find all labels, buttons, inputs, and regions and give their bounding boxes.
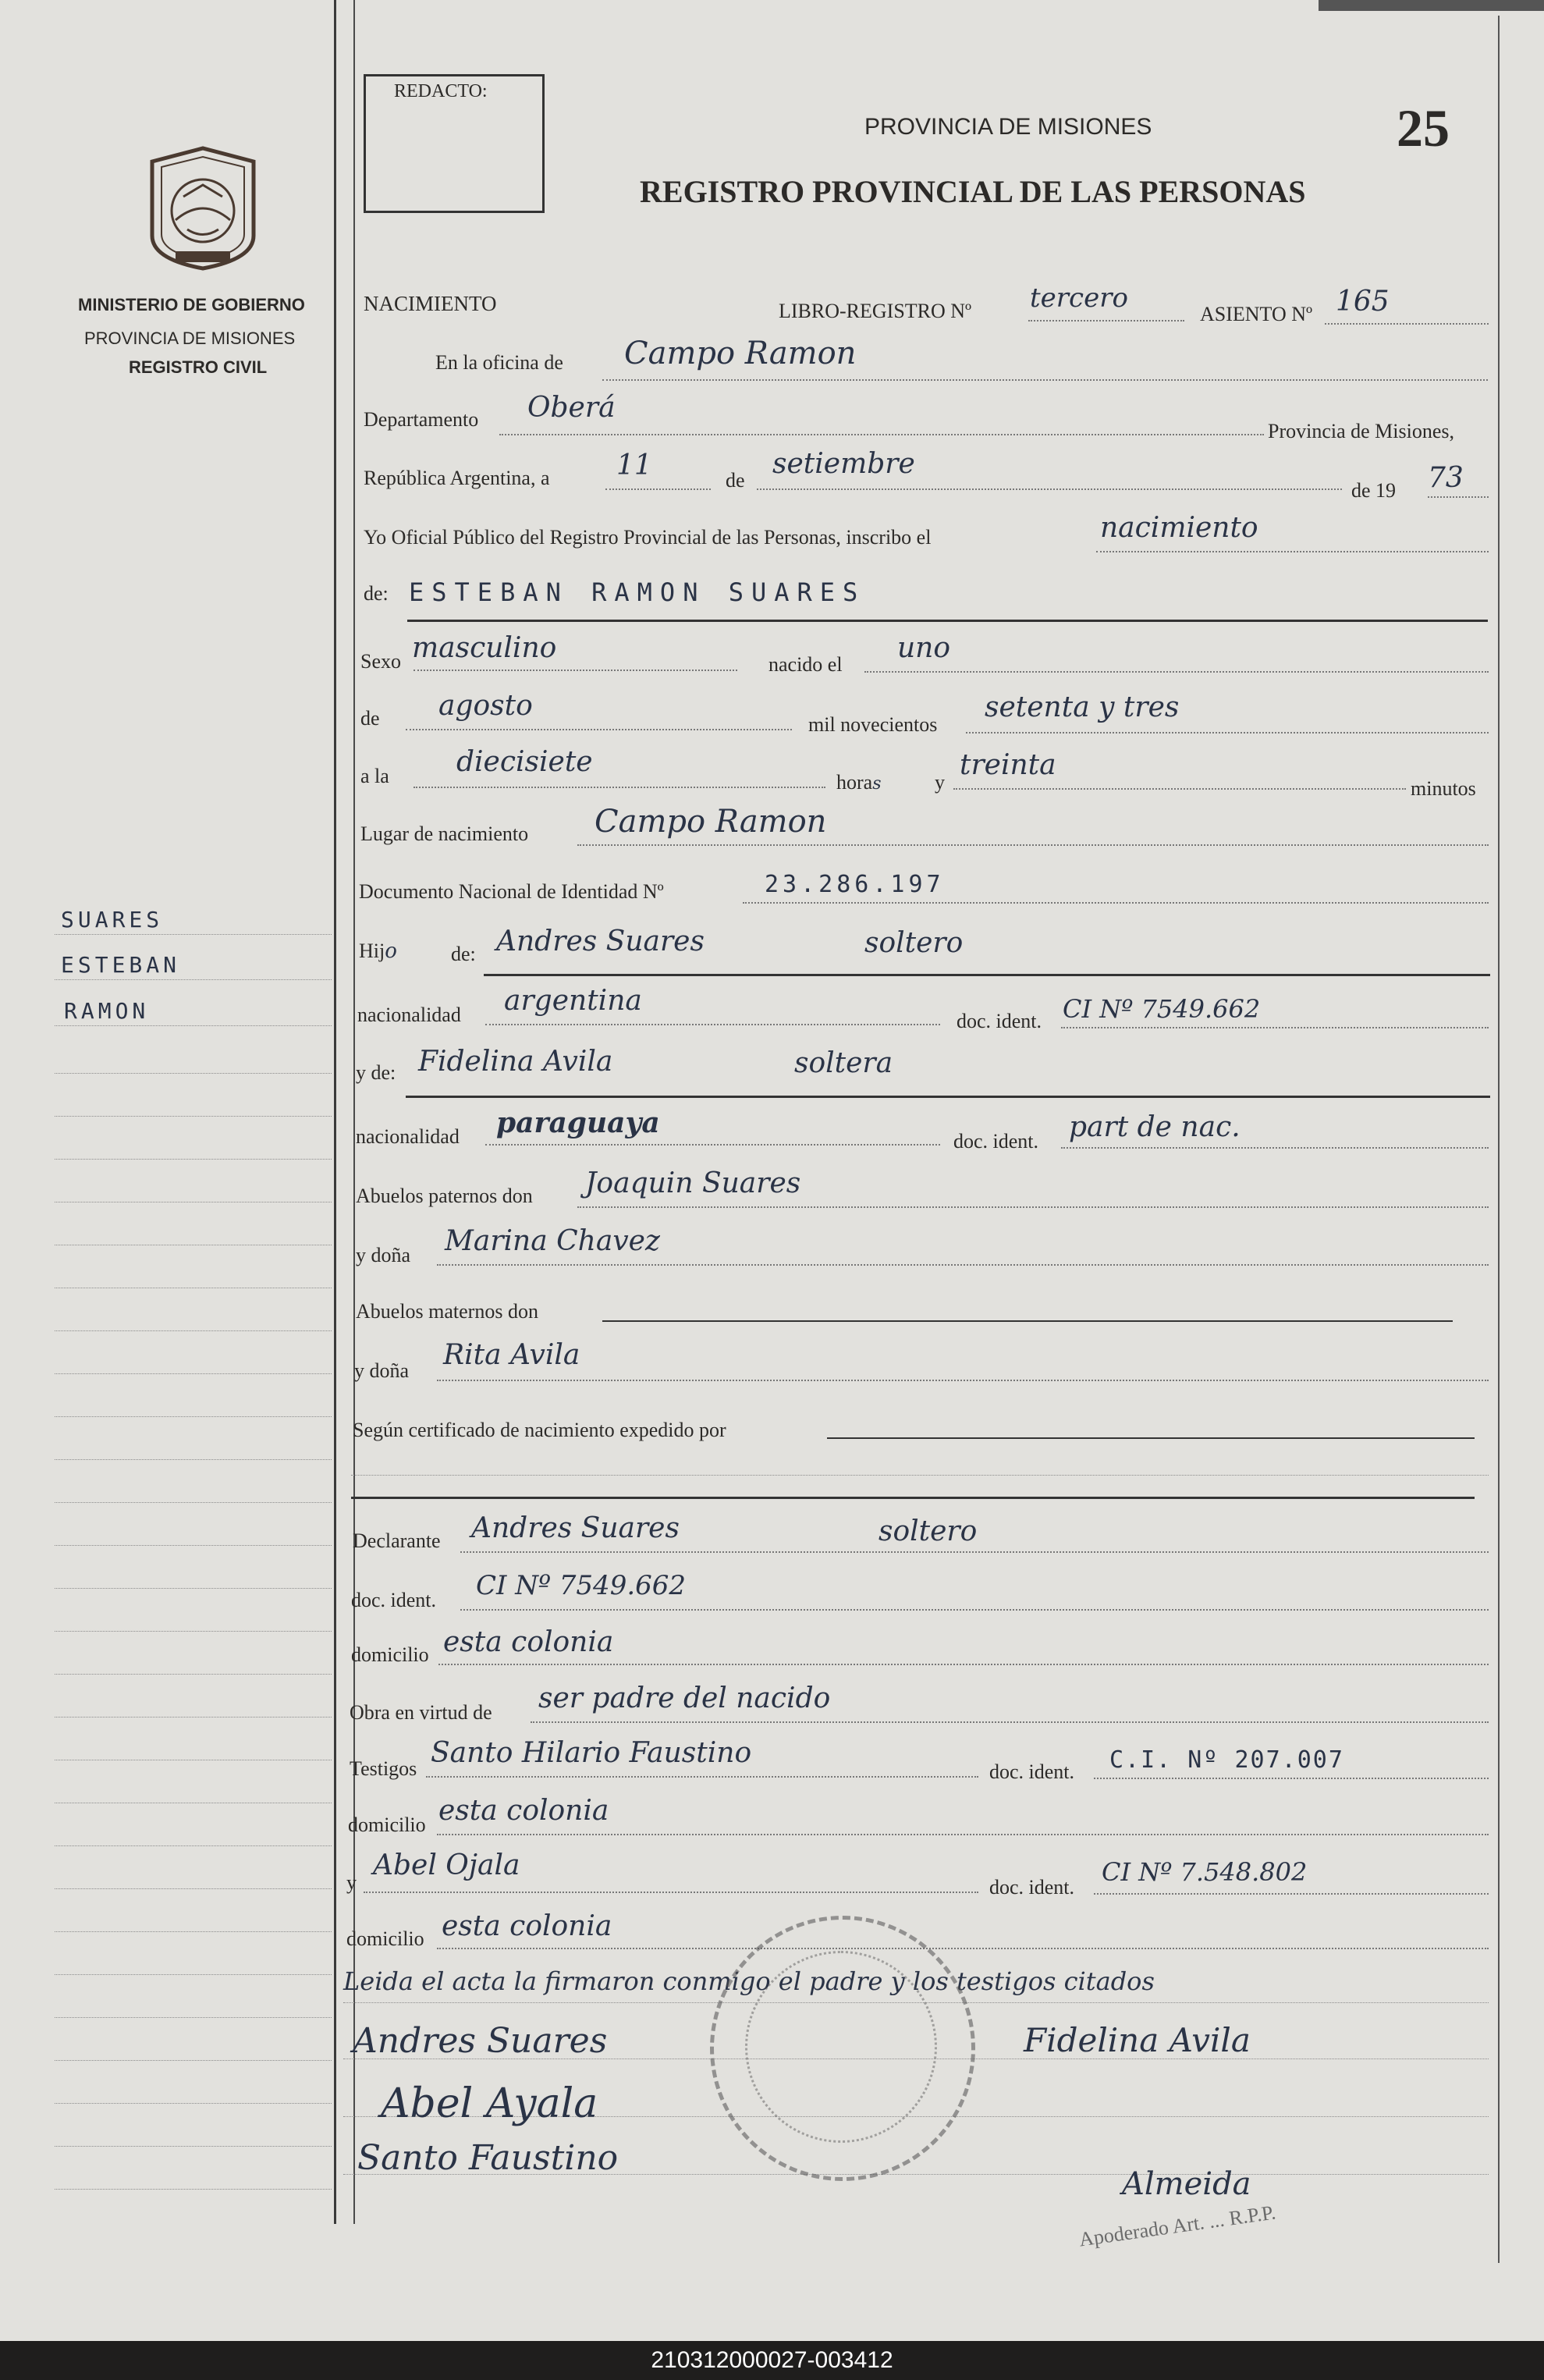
declarante-label: Declarante (353, 1529, 441, 1552)
margin-line (55, 2189, 332, 2190)
doc-testigo2-line (1094, 1893, 1489, 1895)
madre-line (406, 1096, 1490, 1098)
footer-id: 210312000027-003412 (651, 2347, 893, 2373)
doc-testigo1-line (1094, 1778, 1489, 1779)
margin-line (55, 1588, 332, 1589)
margin-line (55, 1502, 332, 1503)
domicilio-declarante-label: domicilio (351, 1643, 429, 1666)
padre-line (484, 974, 1490, 976)
doc-testigo1-value: C.I. Nº 207.007 (1109, 1746, 1344, 1774)
de-label: de (726, 469, 745, 492)
declarante-estado-value: soltero (878, 1515, 978, 1547)
obra-line (531, 1721, 1489, 1723)
province-heading: PROVINCIA DE MISIONES (864, 114, 1152, 140)
margin-line (55, 1025, 332, 1026)
margin-line (55, 1459, 332, 1460)
hora-suffix: s (872, 774, 882, 794)
dom-declarante-line (438, 1664, 1489, 1665)
nac-padre-value: argentina (504, 985, 642, 1017)
dom-testigo1-value: esta colonia (438, 1795, 609, 1827)
margin-surname: SUARES (61, 907, 164, 932)
nac-padre-line (485, 1024, 940, 1025)
abuelos-paternos-label: Abuelos paternos don (356, 1185, 533, 1207)
doc-ident-padre-label: doc. ident. (957, 1010, 1042, 1032)
y-de-label: y de: (356, 1061, 396, 1084)
inscribo-value: nacimiento (1100, 512, 1258, 544)
testigo1-line (426, 1776, 978, 1778)
nac-madre-value: paraguaya (496, 1107, 660, 1139)
dni-line (743, 902, 1489, 904)
page-corner (1319, 0, 1544, 11)
hora-text: hora (836, 771, 873, 794)
ministry-line-1: MINISTERIO DE GOBIERNO (78, 295, 305, 314)
domicilio-testigo1-label: domicilio (348, 1813, 426, 1836)
mes-value: setiembre (772, 448, 915, 480)
margin-line (55, 1931, 332, 1932)
dom-testigo2-line (437, 1948, 1489, 1949)
abuela-materna-value: Rita Avila (443, 1339, 580, 1371)
provincia-misiones-label: Provincia de Misiones, (1268, 420, 1455, 442)
margin-line (55, 1416, 332, 1417)
sexo-line (414, 670, 737, 671)
mes-line (757, 488, 1342, 490)
nombre-value: ESTEBAN RAMON SUARES (409, 577, 866, 607)
signature-2: Abel Ayala (381, 2080, 598, 2127)
asiento-label: ASIENTO Nº (1200, 303, 1313, 325)
abuela-materna-line (437, 1380, 1489, 1381)
margin-line (55, 1159, 332, 1160)
doc-ident-testigo2-label: doc. ident. (989, 1876, 1075, 1899)
nacido-el-line (864, 671, 1489, 673)
page-number: 25 (1397, 98, 1450, 158)
mil-novecientos-line (966, 732, 1489, 734)
dom-testigo2-value: esta colonia (442, 1910, 612, 1942)
de-mes-label: de (360, 707, 380, 730)
oficina-value: Campo Ramon (624, 336, 857, 371)
doc-ident-madre-label: doc. ident. (953, 1130, 1039, 1153)
y-minutos-label: y (935, 771, 945, 794)
margin-line (55, 1888, 332, 1889)
hijo-suffix: o (385, 940, 397, 963)
doc-madre-line (1061, 1147, 1489, 1149)
redacto-box (364, 74, 545, 213)
signature-3: Santo Faustino (357, 2138, 619, 2178)
margin-line (55, 2146, 332, 2147)
dni-label: Documento Nacional de Identidad Nº (359, 880, 664, 903)
registry-stamp-text: Apoderado Art. ... R.P.P. (1077, 2201, 1277, 2251)
padre-estado-value: soltero (864, 927, 964, 959)
margin-line (55, 1717, 332, 1718)
margin-line (55, 2060, 332, 2061)
lugar-value: Campo Ramon (595, 804, 827, 840)
official-stamp (710, 1916, 975, 2181)
hijo-label (359, 940, 397, 963)
margin-line (55, 934, 332, 935)
testigo2-value: Abel Ojala (373, 1849, 520, 1881)
a-la-value: diecisiete (456, 746, 593, 778)
asiento-line (1325, 323, 1489, 325)
obra-label: Obra en virtud de (350, 1701, 492, 1724)
abuelo-materno-line (602, 1320, 1453, 1322)
ministry-line-3: REGISTRO CIVIL (129, 357, 268, 377)
departamento-value: Oberá (527, 392, 616, 424)
testigo1-value: Santo Hilario Faustino (431, 1737, 752, 1769)
mil-novecientos-label: mil novecientos (808, 713, 938, 736)
hijo-de-label: de: (451, 943, 476, 965)
oficina-label: En la oficina de (435, 351, 563, 374)
sexo-value: masculino (412, 632, 557, 664)
margin-line (55, 1674, 332, 1675)
abuelo-paterno-value: Joaquin Suares (585, 1167, 801, 1199)
lugar-label: Lugar de nacimiento (360, 822, 529, 845)
minutos-line (953, 788, 1406, 790)
margin-line (55, 1073, 332, 1074)
lugar-line (577, 844, 1489, 846)
seal-icon (144, 142, 261, 275)
segun-line (827, 1437, 1475, 1439)
margin-line-outer (334, 0, 336, 2224)
minutos-value: treinta (960, 749, 1056, 781)
right-border (1498, 16, 1500, 2263)
nacionalidad-madre-label: nacionalidad (356, 1125, 460, 1148)
abuelos-maternos-label: Abuelos maternos don (356, 1300, 538, 1323)
margin-line (55, 1631, 332, 1632)
a-la-line (414, 787, 825, 788)
yo-oficial-label: Yo Oficial Público del Registro Provincial de las Personas, inscribo el (364, 526, 932, 549)
registry-title: REGISTRO PROVINCIAL DE LAS PERSONAS (640, 174, 1306, 209)
nombre-line (407, 620, 1488, 622)
doc-declarante-line (460, 1609, 1489, 1611)
nacionalidad-padre-label: nacionalidad (357, 1004, 461, 1026)
abuela-paterna-label: y doña (356, 1244, 411, 1266)
abuela-materna-label: y doña (354, 1359, 410, 1382)
margin-line (55, 979, 332, 980)
signature-4: Fidelina Avila (1024, 2021, 1251, 2059)
oficina-line (602, 379, 1488, 381)
segun-label: Según certificado de nacimiento expedido por (353, 1419, 726, 1441)
margin-line (55, 1330, 332, 1331)
inscribo-line (1096, 551, 1489, 552)
hijo-text: Hij (359, 940, 385, 962)
redacto-label: REDACTO: (394, 81, 488, 101)
testigo2-y-label: y (346, 1871, 357, 1894)
doc-testigo2-value: CI Nº 7.548.802 (1102, 1857, 1308, 1887)
de-mes-value: agosto (438, 690, 533, 722)
sexo-label: Sexo (360, 650, 401, 673)
departamento-label: Departamento (364, 408, 479, 431)
declarante-value: Andres Suares (471, 1512, 680, 1544)
anio-line (1428, 496, 1489, 498)
margin-line (55, 2103, 332, 2104)
ministry-line-2: PROVINCIA DE MISIONES (84, 329, 296, 348)
hora-label (836, 771, 882, 794)
minutos-label: minutos (1411, 777, 1476, 800)
obra-value: ser padre del nacido (538, 1682, 831, 1714)
domicilio-testigo2-label: domicilio (346, 1927, 424, 1950)
nacido-el-label: nacido el (768, 653, 843, 676)
declarante-line (460, 1551, 1489, 1553)
margin-middlename: RAMON (64, 998, 150, 1024)
blank-line (351, 1475, 1489, 1476)
libro-value: tercero (1030, 282, 1128, 314)
dia-value: 11 (616, 449, 652, 481)
margin-line (55, 1116, 332, 1117)
doc-padre-value: CI Nº 7549.662 (1063, 994, 1261, 1024)
abuela-paterna-line (437, 1264, 1489, 1266)
a-la-label: a la (360, 765, 389, 787)
abuela-paterna-value: Marina Chavez (445, 1225, 660, 1257)
doc-ident-declarante-label: doc. ident. (351, 1589, 437, 1611)
libro-label: LIBRO-REGISTRO Nº (779, 300, 972, 322)
doc-madre-value: part de nac. (1069, 1111, 1241, 1143)
anio-value: 73 (1428, 462, 1464, 494)
dom-testigo1-line (437, 1834, 1489, 1835)
nacimiento-label: NACIMIENTO (364, 292, 497, 315)
margin-line (55, 2017, 332, 2018)
madre-value: Fidelina Avila (418, 1046, 613, 1078)
dom-declarante-value: esta colonia (443, 1626, 614, 1658)
doc-padre-line (1061, 1027, 1489, 1028)
de19-label: de 19 (1351, 479, 1397, 502)
dia-line (605, 488, 711, 490)
signature-1: Andres Suares (353, 2021, 608, 2061)
mil-novecientos-value: setenta y tres (985, 691, 1180, 723)
madre-estado-value: soltera (794, 1047, 893, 1079)
departamento-line (499, 434, 1264, 435)
signature-5: Almeida (1122, 2166, 1251, 2202)
testigo2-line (364, 1892, 978, 1893)
nacido-el-value: uno (897, 632, 951, 664)
padre-value: Andres Suares (496, 925, 705, 957)
doc-declarante-value: CI Nº 7549.662 (476, 1570, 687, 1601)
margin-line (55, 1545, 332, 1546)
libro-line (1028, 320, 1184, 321)
de-mes-line (406, 729, 792, 730)
dni-value: 23.286.197 (765, 871, 945, 898)
section-divider (351, 1497, 1475, 1499)
footer-bar (0, 2341, 1544, 2380)
doc-ident-testigo1-label: doc. ident. (989, 1760, 1075, 1783)
testigos-label: Testigos (350, 1757, 417, 1780)
margin-line (55, 1845, 332, 1846)
leida-text: Leida el acta la firmaron conmigo el padre y los testigos citados (343, 1966, 1155, 1996)
nac-madre-line (485, 1144, 940, 1146)
nombre-de-label: de: (364, 582, 389, 605)
abuelo-paterno-line (577, 1206, 1489, 1208)
margin-line (55, 1373, 332, 1374)
asiento-value: 165 (1336, 286, 1390, 318)
margin-line (55, 1974, 332, 1975)
republica-label: República Argentina, a (364, 467, 550, 489)
margin-firstname: ESTEBAN (61, 952, 181, 978)
